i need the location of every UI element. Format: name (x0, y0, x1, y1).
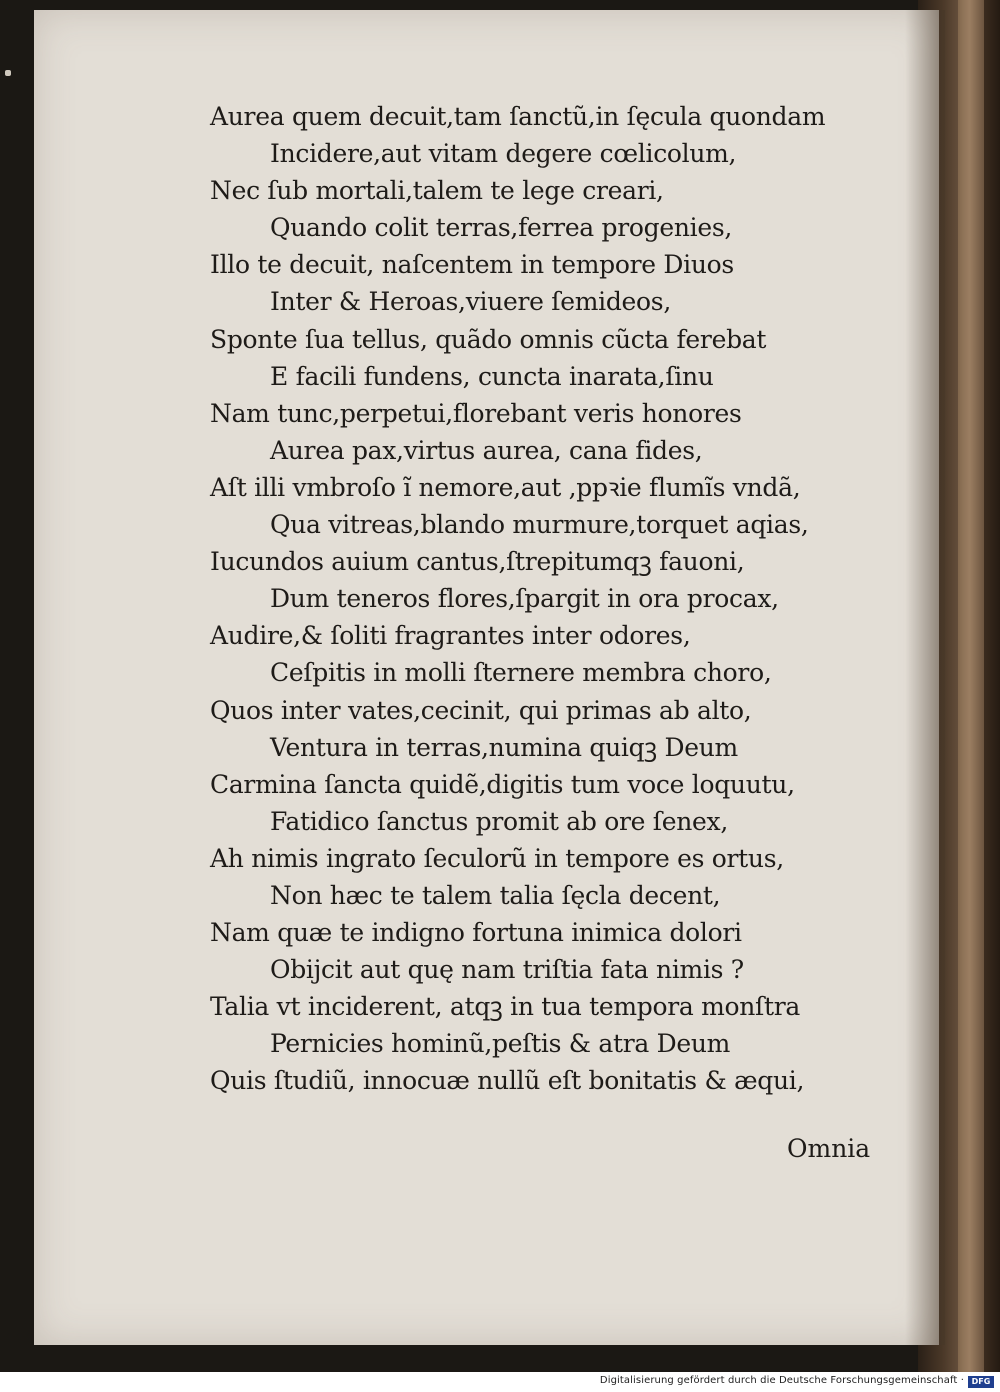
verse-line-7: Sponte ſua tellus, quãdo omnis cũcta ferebat (210, 324, 767, 354)
dfg-logo: DFG (968, 1376, 994, 1388)
verse-line-9: Nam tunc,perpetui,florebant veris honores (210, 398, 742, 428)
catchword: Omnia (787, 1134, 871, 1163)
verse-line-2: Incidere,aut vitam degere cœlicolum, (270, 139, 737, 169)
verse-line-10: Aurea pax,virtus aurea, cana fides, (270, 435, 703, 465)
verse-line-17: Quos inter vates,cecinit, qui primas ab alto, (210, 695, 752, 725)
verse-line-13: Iucundos auium cantus,ſtrepitumqꝫ fauoni, (210, 547, 745, 577)
verse-line-22: Non hæc te talem talia ſęcla decent, (270, 880, 721, 910)
verse-line-3: Nec ſub mortali,talem te lege creari, (210, 176, 664, 206)
verse-line-15: Audire,& ſoliti fragrantes inter odores, (210, 621, 691, 651)
verse-line-14: Dum teneros flores,ſpargit in ora procax, (270, 584, 779, 614)
verse-line-20: Fatidico ſanctus promit ab ore ſenex, (270, 806, 728, 836)
verse-line-24: Obijcit aut quę nam triſtia fata nimis ? (270, 955, 744, 985)
verse-line-8: E facili fundens, cuncta inarata,ſinu (270, 361, 714, 391)
poem-text (210, 98, 900, 1100)
verse-line-5: Illo te decuit, naſcentem in tempore Diuos (210, 250, 734, 280)
page-gutter-shadow (905, 10, 945, 1345)
verse-line-19: Carmina ſancta quidẽ,digitis tum voce loquutu, (210, 769, 795, 799)
verse-line-26: Pernicies hominũ,peſtis & atra Deum (270, 1029, 731, 1059)
verse-line-6: Inter & Heroas,viuere ſemideos, (270, 287, 671, 317)
verse-line-18: Ventura in terras,numina quiqꝫ Deum (270, 732, 738, 762)
footer-bar (0, 1372, 1000, 1392)
verse-line-27: Quis ſtudiũ, innocuæ nullũ eſt bonitatis & æqui, (210, 1066, 805, 1096)
binding-edge (958, 0, 984, 1372)
scan-mark (5, 70, 11, 76)
verse-line-1: Aurea quem decuit,tam ſanctũ,in ſęcula quondam (210, 102, 826, 131)
funding-credit: Digitalisierung gefördert durch die Deutsche Forschungsgemeinschaft · (599, 1375, 964, 1386)
verse-line-25: Talia vt inciderent, atqꝫ in tua tempora monſtra (210, 992, 801, 1022)
verse-line-16: Ceſpitis in molli ſternere membra choro, (270, 658, 772, 688)
verse-line-4: Quando colit terras,ferrea progenies, (270, 213, 733, 243)
verse-line-21: Ah nimis ingrato ſeculorũ in tempore es ortus, (210, 843, 784, 873)
verse-line-11: Aſt illi vmbroſo ĩ nemore,aut ,ppꝛie flumĩs vndã, (210, 472, 801, 502)
verse-line-12: Qua vitreas,blando murmure,torquet aqias, (270, 510, 809, 540)
verse-line-23: Nam quæ te indigno fortuna inimica dolori (210, 918, 742, 948)
